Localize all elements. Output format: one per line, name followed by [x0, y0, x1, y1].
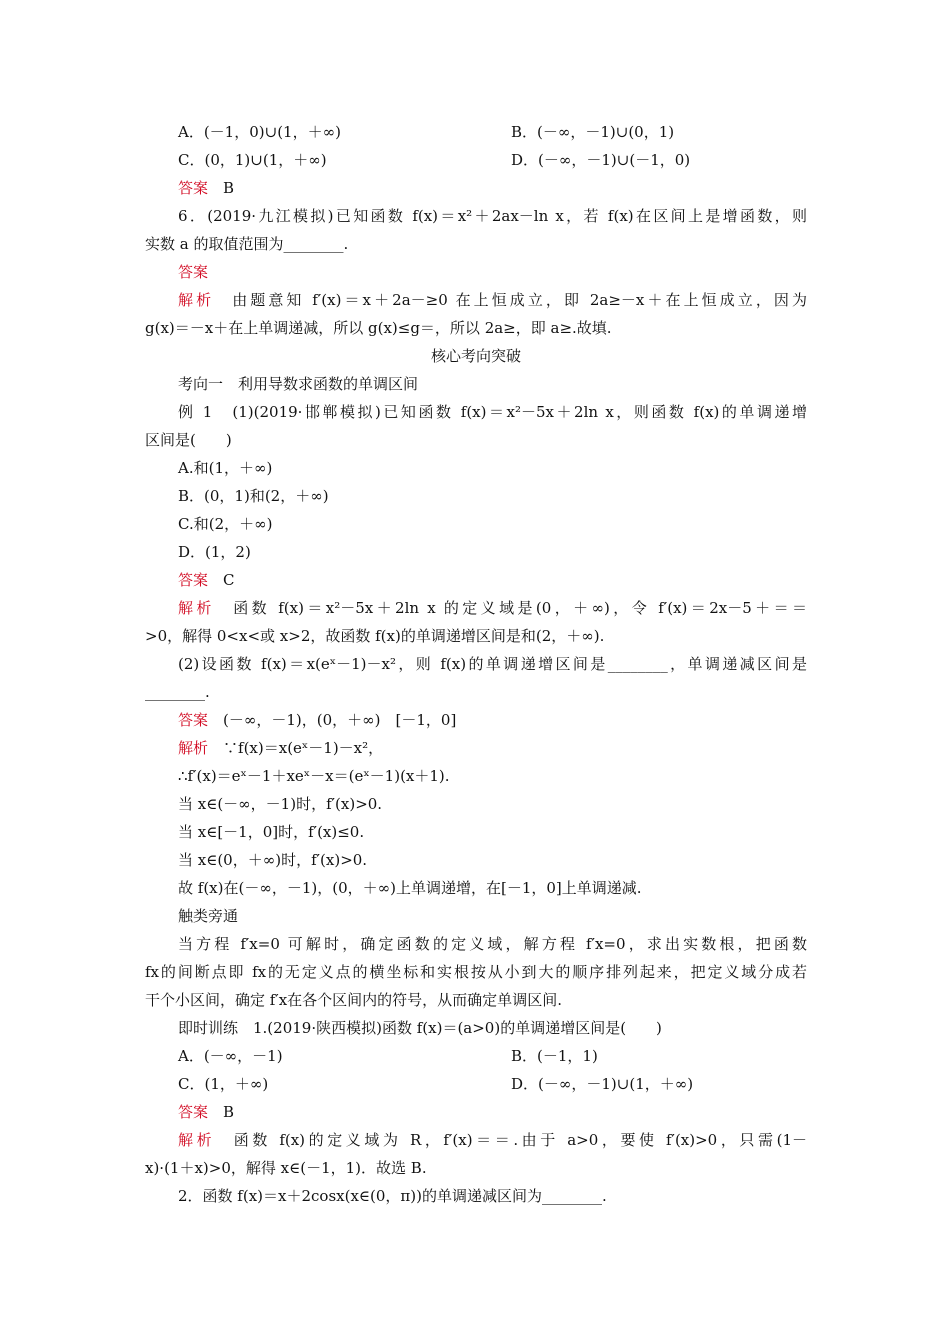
- answer-line: 答案 C: [178, 571, 235, 589]
- answer-line: 答案 B: [178, 179, 235, 197]
- analysis-label: 解析: [178, 739, 209, 757]
- question-text: 6．(2019·九江模拟)已知函数 f(x)＝x²＋2ax－ln x，若 f(x)在区间上是增函数，则: [178, 207, 807, 225]
- analysis-text: 当 x∈[－1，0]时，f′(x)≤0.: [178, 823, 365, 841]
- answer-label: 答案: [178, 263, 209, 281]
- analysis-text: 当 x∈(0，＋∞)时，f′(x)>0.: [178, 851, 368, 869]
- answer-line: 答案 (－∞，－1)，(0，＋∞) [－1，0]: [178, 711, 457, 729]
- option-c: C．(0，1)∪(1，＋∞): [178, 151, 327, 169]
- option-a: A.和(1，＋∞): [178, 459, 273, 477]
- analysis-line: 解析 函数 f(x)＝x²－5x＋2ln x 的定义域是(0，＋∞)，令 f′(x)＝2x－5＋＝＝: [178, 599, 807, 617]
- section-title: 核心考向突破: [430, 347, 521, 365]
- example-text: ________.: [145, 683, 210, 701]
- analysis-line: 解析 由题意知 f′(x)＝x＋2a－≥0 在上恒成立，即 2a≥－x＋在上恒成立，因为: [178, 291, 807, 309]
- note-text: 干个小区间，确定 f′x在各个区间内的符号，从而确定单调区间.: [145, 991, 562, 1009]
- option-c: C．(1，＋∞): [178, 1075, 269, 1093]
- example-text: (2)设函数 f(x)＝x(eˣ－1)－x²，则 f(x)的单调递增区间是________，单调递减区间是: [178, 655, 807, 673]
- answer-line: [178, 262, 807, 282]
- example-text: 区间是( ): [145, 431, 232, 449]
- option-b: B．(－∞，－1)∪(0，1): [511, 123, 675, 141]
- question-text: 实数 a 的取值范围为________.: [145, 235, 349, 253]
- exercise-text: 即时训练 1.(2019·陕西模拟)函数 f(x)＝(a>0)的单调递增区间是( ): [178, 1019, 662, 1037]
- note-title: 触类旁通: [178, 907, 239, 925]
- answer-label: 答案: [178, 571, 209, 589]
- answer-label: 答案: [178, 179, 209, 197]
- option-d: D．(1，2): [178, 543, 251, 561]
- analysis-label: 解析: [178, 599, 215, 617]
- analysis-text: 故 f(x)在(－∞，－1)，(0，＋∞)上单调递增，在[－1，0]上单调递减.: [178, 879, 642, 897]
- analysis-label: 解析: [178, 291, 215, 309]
- note-text: 当方程 f′x=0 可解时，确定函数的定义域，解方程 f′x=0，求出实数根，把函数: [178, 935, 807, 953]
- analysis-text: x)·(1＋x)>0，解得 x∈(－1，1)．故选 B.: [145, 1159, 427, 1177]
- analysis-line: 解析 ∵f(x)＝x(eˣ－1)－x²，: [178, 739, 384, 757]
- analysis-text: 当 x∈(－∞，－1)时，f′(x)>0.: [178, 795, 383, 813]
- option-a: A．(－1，0)∪(1，＋∞): [178, 123, 341, 141]
- option-a: A．(－∞，－1): [178, 1047, 283, 1065]
- analysis-line: 解析 函数 f(x)的定义域为 R，f′(x)＝＝.由于 a>0，要使 f′(x)>0，只需(1－: [178, 1131, 807, 1149]
- exercise-text: 2．函数 f(x)＝x＋2cosx(x∈(0，π))的单调递减区间为________.: [178, 1187, 607, 1205]
- analysis-text: g(x)＝－x＋在上单调递减，所以 g(x)≤g＝，所以 2a≥，即 a≥.故填.: [145, 319, 612, 337]
- note-text: fx的间断点即 fx的无定义点的横坐标和实根按从小到大的顺序排列起来，把定义域分成若: [145, 963, 807, 981]
- option-d: D．(－∞，－1)∪(－1，0): [511, 151, 691, 169]
- option-d: D．(－∞，－1)∪(1，＋∞): [511, 1075, 694, 1093]
- analysis-text: ∴f′(x)＝eˣ－1＋xeˣ－x＝(eˣ－1)(x＋1).: [178, 767, 450, 785]
- answer-label: 答案: [178, 1103, 209, 1121]
- analysis-label: 解析: [178, 1131, 216, 1149]
- example-text: 例 1 (1)(2019·邯郸模拟)已知函数 f(x)＝x²－5x＋2ln x，则函数 f(x)的单调递增: [178, 403, 807, 421]
- analysis-text: >0，解得 0<x<或 x>2，故函数 f(x)的单调递增区间是和(2，＋∞).: [145, 627, 605, 645]
- subsection-title: 考向一 利用导数求函数的单调区间: [178, 375, 419, 393]
- answer-label: 答案: [178, 711, 209, 729]
- option-c: C.和(2，＋∞): [178, 515, 273, 533]
- option-b: B．(0，1)和(2，＋∞): [178, 487, 329, 505]
- option-b: B．(－1，1): [511, 1047, 598, 1065]
- answer-line: 答案 B: [178, 1103, 235, 1121]
